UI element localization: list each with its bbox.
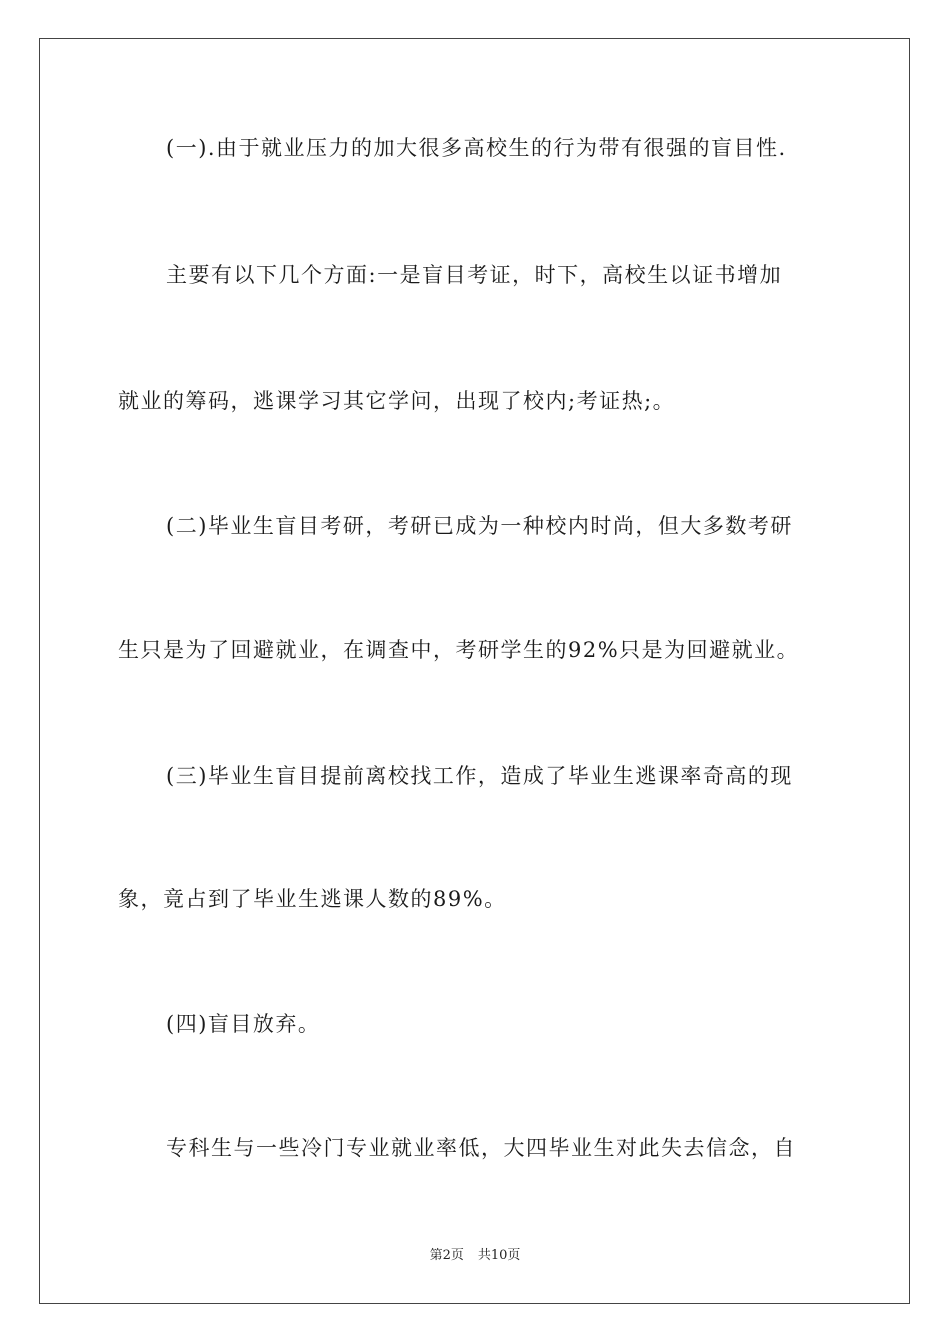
paragraph-line: 生只是为了回避就业，在调查中，考研学生的92%只是为回避就业。	[118, 638, 800, 662]
page-border	[39, 38, 910, 1304]
page-number: 第2页	[429, 1248, 464, 1263]
page-total: 共10页	[477, 1248, 521, 1263]
paragraph-line: 专科生与一些冷门专业就业率低，大四毕业生对此失去信念，自	[166, 1136, 796, 1160]
page-footer	[0, 1247, 950, 1265]
paragraph-line: 象，竟占到了毕业生逃课人数的89%。	[118, 887, 507, 911]
paragraph-line: (二)毕业生盲目考研，考研已成为一种校内时尚，但大多数考研	[166, 514, 793, 538]
paragraph-line: 就业的筹码，逃课学习其它学问，出现了校内;考证热;。	[118, 389, 676, 413]
paragraph-line: (一).由于就业压力的加大很多高校生的行为带有很强的盲目性.	[166, 136, 787, 160]
paragraph-line: (四)盲目放弃。	[166, 1012, 321, 1036]
paragraph-line: 主要有以下几个方面:一是盲目考证，时下，高校生以证书增加	[166, 263, 783, 287]
paragraph-line: (三)毕业生盲目提前离校找工作，造成了毕业生逃课率奇高的现	[166, 764, 793, 788]
